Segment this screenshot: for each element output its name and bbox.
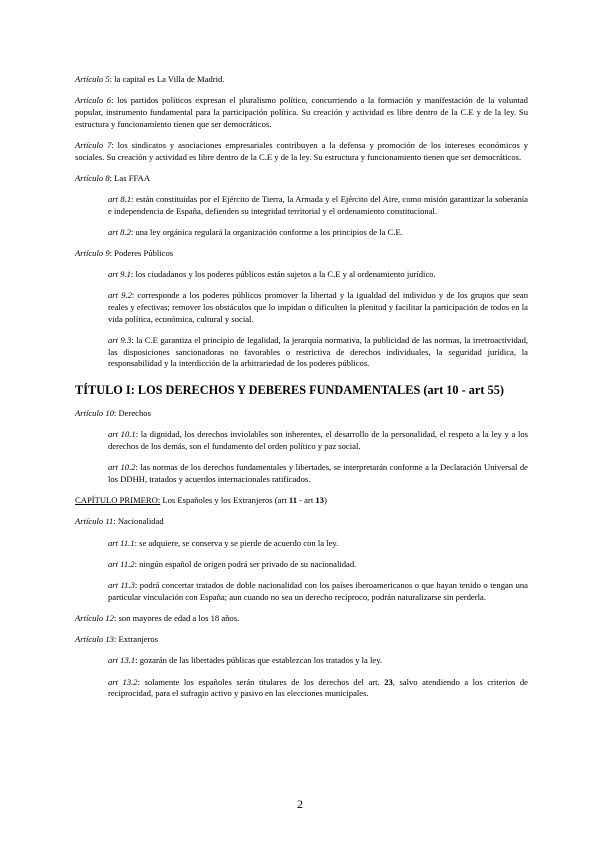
article-7: Artículo 7: los sindicatos y asociaciones empresariales contribuyen a la defensa y promoción de los intereses económicos y sociales. Su creación y actividad es libre dentro de la C.E y de la ley. Su estructura y funcionamiento tienen que ser democráticos. — [75, 139, 528, 162]
art-9-2: art 9.2: corresponde a los poderes públicos promover la libertad y la igualdad del individuo y de los grupos que sean reales y efectivas; remover los obstáculos que lo impidan o dificulten la plenitud y facilitar la participación de todos en la vida política, económica, cultural y social. — [108, 290, 529, 324]
art-11-2: art 11.2: ningún español de origen podrá ser privado de su nacionalidad. — [108, 558, 357, 569]
article-5: Artículo 5: la capital es La Villa de Madrid. — [75, 74, 225, 84]
article-11: Artículo 11: Nacionalidad — [75, 516, 164, 527]
chapter-heading: CAPÍTULO PRIMERO: Los Españoles y los Extranjeros (art 11 - art 13) — [75, 495, 327, 506]
article-13: Artículo 13: Extranjeros — [75, 634, 159, 645]
title-heading: TÍTULO I: LOS DERECHOS Y DEBERES FUNDAMENTALES (art 10 - art 55) — [75, 383, 504, 398]
art-10-2: art 10.2: las normas de los derechos fundamentales y libertades, se interpretarán conforme a la Declaración Universal de los DDHH, tratados y acuerdos internacionales ratificados. — [108, 462, 529, 484]
art-13-2: art 13.2: solamente los españoles serán titulares de los derechos del art. 23, salvo atendiendo a los criterios de reciprocidad, para el sufragio activo y pasivo en las elecciones municipales. — [108, 676, 528, 699]
art-8-2: art 8.2: una ley orgánica regulará la organización conforme a los principios de la C.E. — [108, 226, 403, 237]
art-11-1: art 11.1: se adquiere, se conserva y se pierde de acuerdo con la ley. — [108, 537, 339, 548]
art-8-1: art 8.1: están constituidas por el Ejército de Tierra, la Armada y el Ejército del Aire, como misión garantizar la soberanía e independencia de España, defienden su integridad territorial y el ordenamiento constitucional. — [108, 193, 528, 216]
art-9-1: art 9.1: los ciudadanos y los poderes públicos están sujetos a la C.E y al ordenamiento jurídico. — [108, 269, 436, 280]
article-12: Artículo 12: son mayores de edad a los 18 años. — [75, 612, 240, 623]
page-number: 2 — [297, 797, 303, 811]
art-11-3: art 11.3: podrá concertar tratados de doble nacionalidad con los países iberoamericanos o que hayan tenido o tengan una particular vinculación con España; aun cuando no sea un derecho recíproco, podrán naturalizarse sin perderla. — [108, 579, 529, 602]
document-body — [75, 74, 528, 700]
article-8: Artículo 8: Las FFAA — [75, 172, 151, 183]
art-9-3: art 9.3: la C.E garantiza el principio de legalidad, la jerarquía normativa, la publicidad de las normas, la irretroactividad, las disposiciones sancionadoras no favorables o restrictiva de derechos individuales, la seguridad jurídica, la responsabilidad y la interdicción de la arbitrariedad de los poderes públicos. — [108, 335, 529, 369]
art-10-1: art 10.1: la dignidad, los derechos inviolables son inherentes, el desarrollo de la personalidad, el respeto a la ley y a los derechos de los demás, son el fundamento del orden político y paz social. — [108, 429, 528, 452]
article-9: Artículo 9: Poderes Públicos — [75, 248, 174, 259]
article-10: Artículo 10: Derechos — [75, 408, 151, 419]
art-13-1: art 13.1: gozarán de las libertades públicas que establezcan los tratados y la ley. — [108, 655, 383, 666]
article-6: Artículo 6: los partidos políticos expresan el pluralismo político, concurriendo a la formación y manifestación de la voluntad popular, instrumento fundamental para la participación política. Su creación y actividad es libre dentro de la C.E y de la ley. Su estructura y funcionamiento tienen que ser democráticos. — [75, 95, 528, 129]
